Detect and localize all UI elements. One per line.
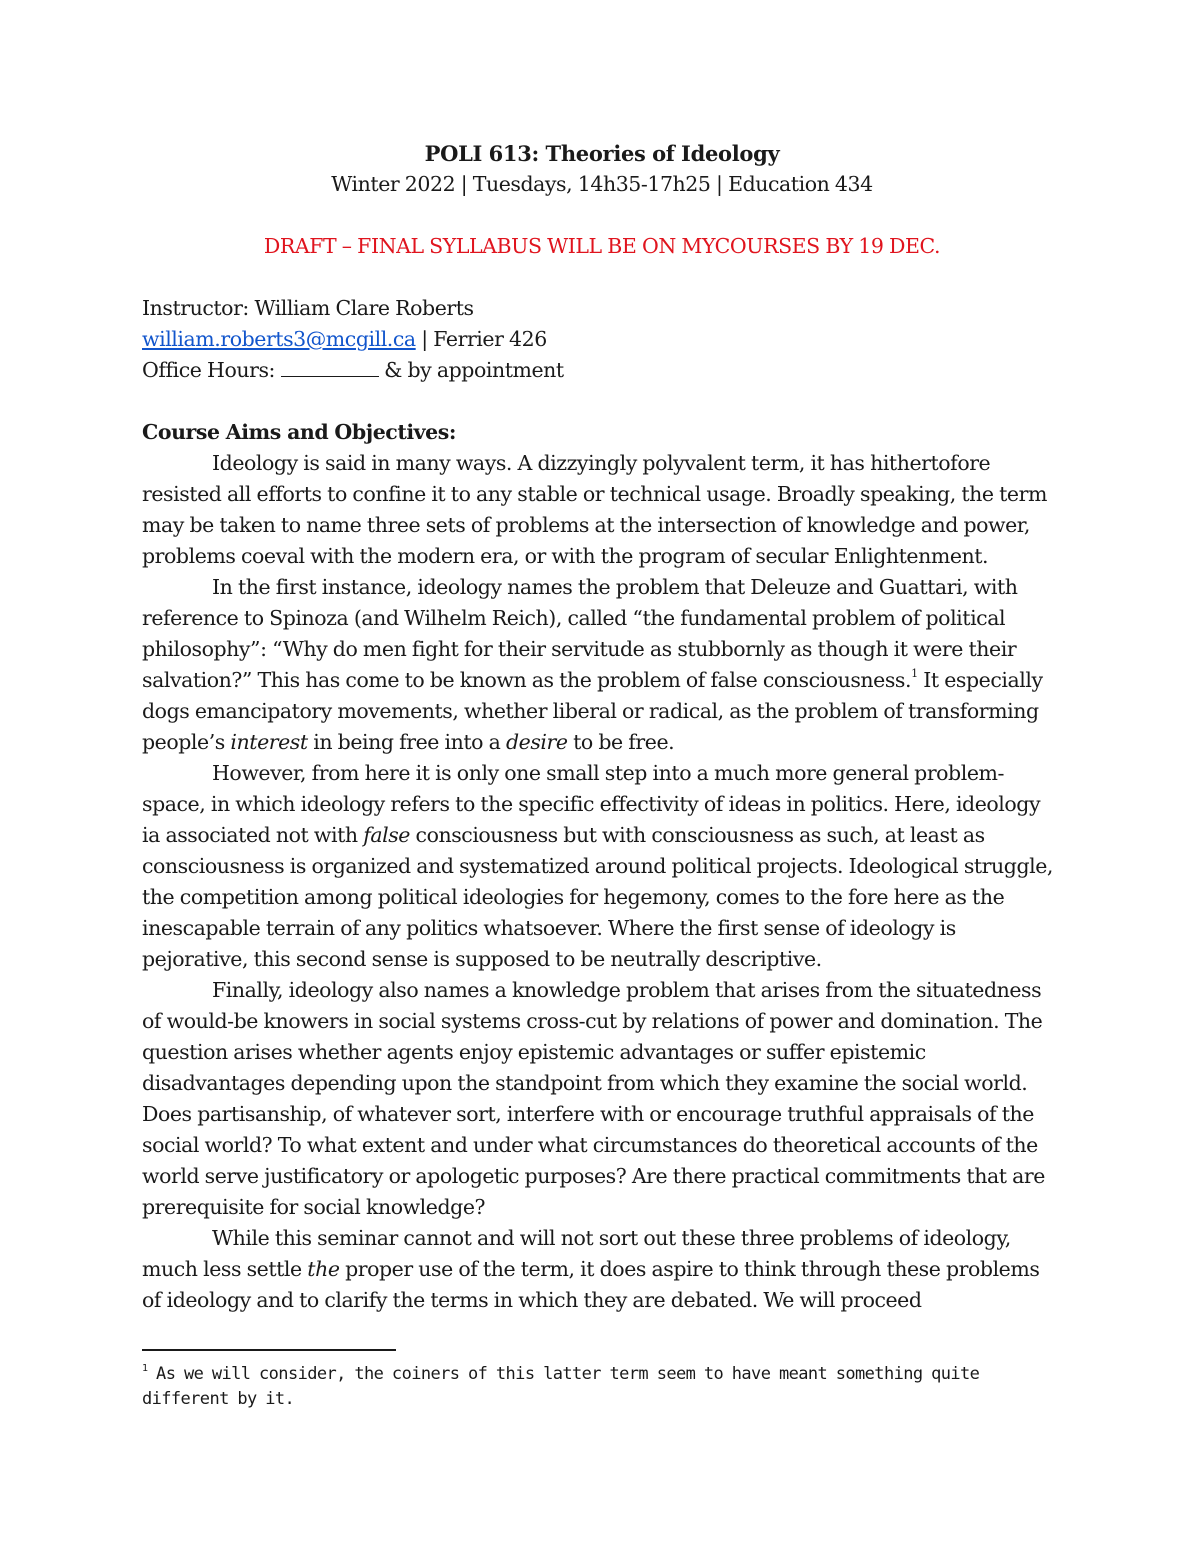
footnote-reference: 1	[911, 667, 918, 681]
paragraph-3-text-b: consciousness but with consciousness as such, at least as consciousness is organized and systematized around political projects. Ideological struggle, the competition among political ideologies for hegemony, comes to the fore here as the inescapable terrain of any politics whatsoever. Where the first sense of ideology is pejorative, this second sense is supposed to be neutrally descriptive.	[142, 823, 1053, 971]
course-title: POLI 613: Theories of Ideology	[424, 141, 780, 166]
draft-notice: DRAFT – FINAL SYLLABUS WILL BE ON MYCOURSES BY 19 DEC.	[263, 234, 941, 258]
office-hours	[142, 355, 1062, 386]
paragraph-2-text-c: in being free into a	[307, 730, 506, 754]
paragraph-2-text-d: to be free.	[567, 730, 675, 754]
office-hours-suffix: & by appointment	[378, 358, 564, 382]
paragraph-3-text-a: However, from here it is only one small step into a much more general problem-space, in which ideology refers to the specific effectivity of ideas in politics. Here, ideology ia associated not with	[142, 761, 1041, 847]
paragraph-5-text-a: While this seminar cannot and will not sort out these three problems of ideology, much less settle	[142, 1226, 1011, 1281]
paragraph-5-text-b: proper use of the term, it does aspire to think through these problems of ideology and to clarify the terms in which they are debated. We will proceed	[142, 1257, 1040, 1312]
instructor-email-link[interactable]: william.roberts3@mcgill.ca	[142, 327, 416, 351]
paragraph-3	[142, 758, 1062, 975]
office-location: | Ferrier 426	[415, 327, 547, 351]
footnote	[142, 1362, 1042, 1412]
paragraph-2-text-b: It especially dogs emancipatory movements, whether liberal or radical, as the problem of transforming people’s	[142, 668, 1043, 754]
syllabus-page	[142, 138, 1062, 1316]
paragraph-2	[142, 572, 1062, 758]
course-schedule: Winter 2022 | Tuesdays, 14h35-17h25 | Education 434	[331, 172, 873, 196]
paragraph-1: Ideology is said in many ways. A dizzyingly polyvalent term, it has hithertofore resisted all efforts to confine it to any stable or technical usage. Broadly speaking, the term may be taken to name three sets of problems at the intersection of knowledge and power, problems coeval with the modern era, or with the program of secular Enlightenment.	[142, 451, 1047, 568]
office-hours-blank	[281, 356, 379, 377]
footnote-divider	[142, 1349, 396, 1351]
section-heading: Course Aims and Objectives:	[142, 420, 456, 444]
paragraph-4: Finally, ideology also names a knowledge problem that arises from the situatedness of would-be knowers in social systems cross-cut by relations of power and domination. The question arises whether agents enjoy epistemic advantages or suffer epistemic disadvantages depending upon the standpoint from which they examine the social world. Does partisanship, of whatever sort, interfere with or encourage truthful appraisals of the social world? To what extent and under what circumstances do theoretical accounts of the world serve justificatory or apologetic purposes? Are there practical commitments that are prerequisite for social knowledge?	[142, 978, 1045, 1219]
emphasis-interest: interest	[230, 730, 308, 754]
emphasis-the: the	[307, 1257, 340, 1281]
paragraph-2-text-a: In the first instance, ideology names the problem that Deleuze and Guattari, with reference to Spinoza (and Wilhelm Reich), called “the fundamental problem of political philosophy”: “Why do men fight for their servitude as stubbornly as though it were their salvation?” This has come to be known as the problem of false consciousness.	[142, 575, 1018, 692]
paragraph-5	[142, 1223, 1062, 1316]
emphasis-false: false	[363, 823, 410, 847]
footnote-text: As we will consider, the coiners of this latter term seem to have meant something quite different by it.	[142, 1364, 980, 1409]
footnote-number: 1	[142, 1363, 148, 1375]
instructor-name: Instructor: William Clare Roberts	[142, 296, 474, 320]
office-hours-label: Office Hours:	[142, 358, 281, 382]
instructor-contact	[142, 324, 1062, 355]
emphasis-desire: desire	[505, 730, 568, 754]
